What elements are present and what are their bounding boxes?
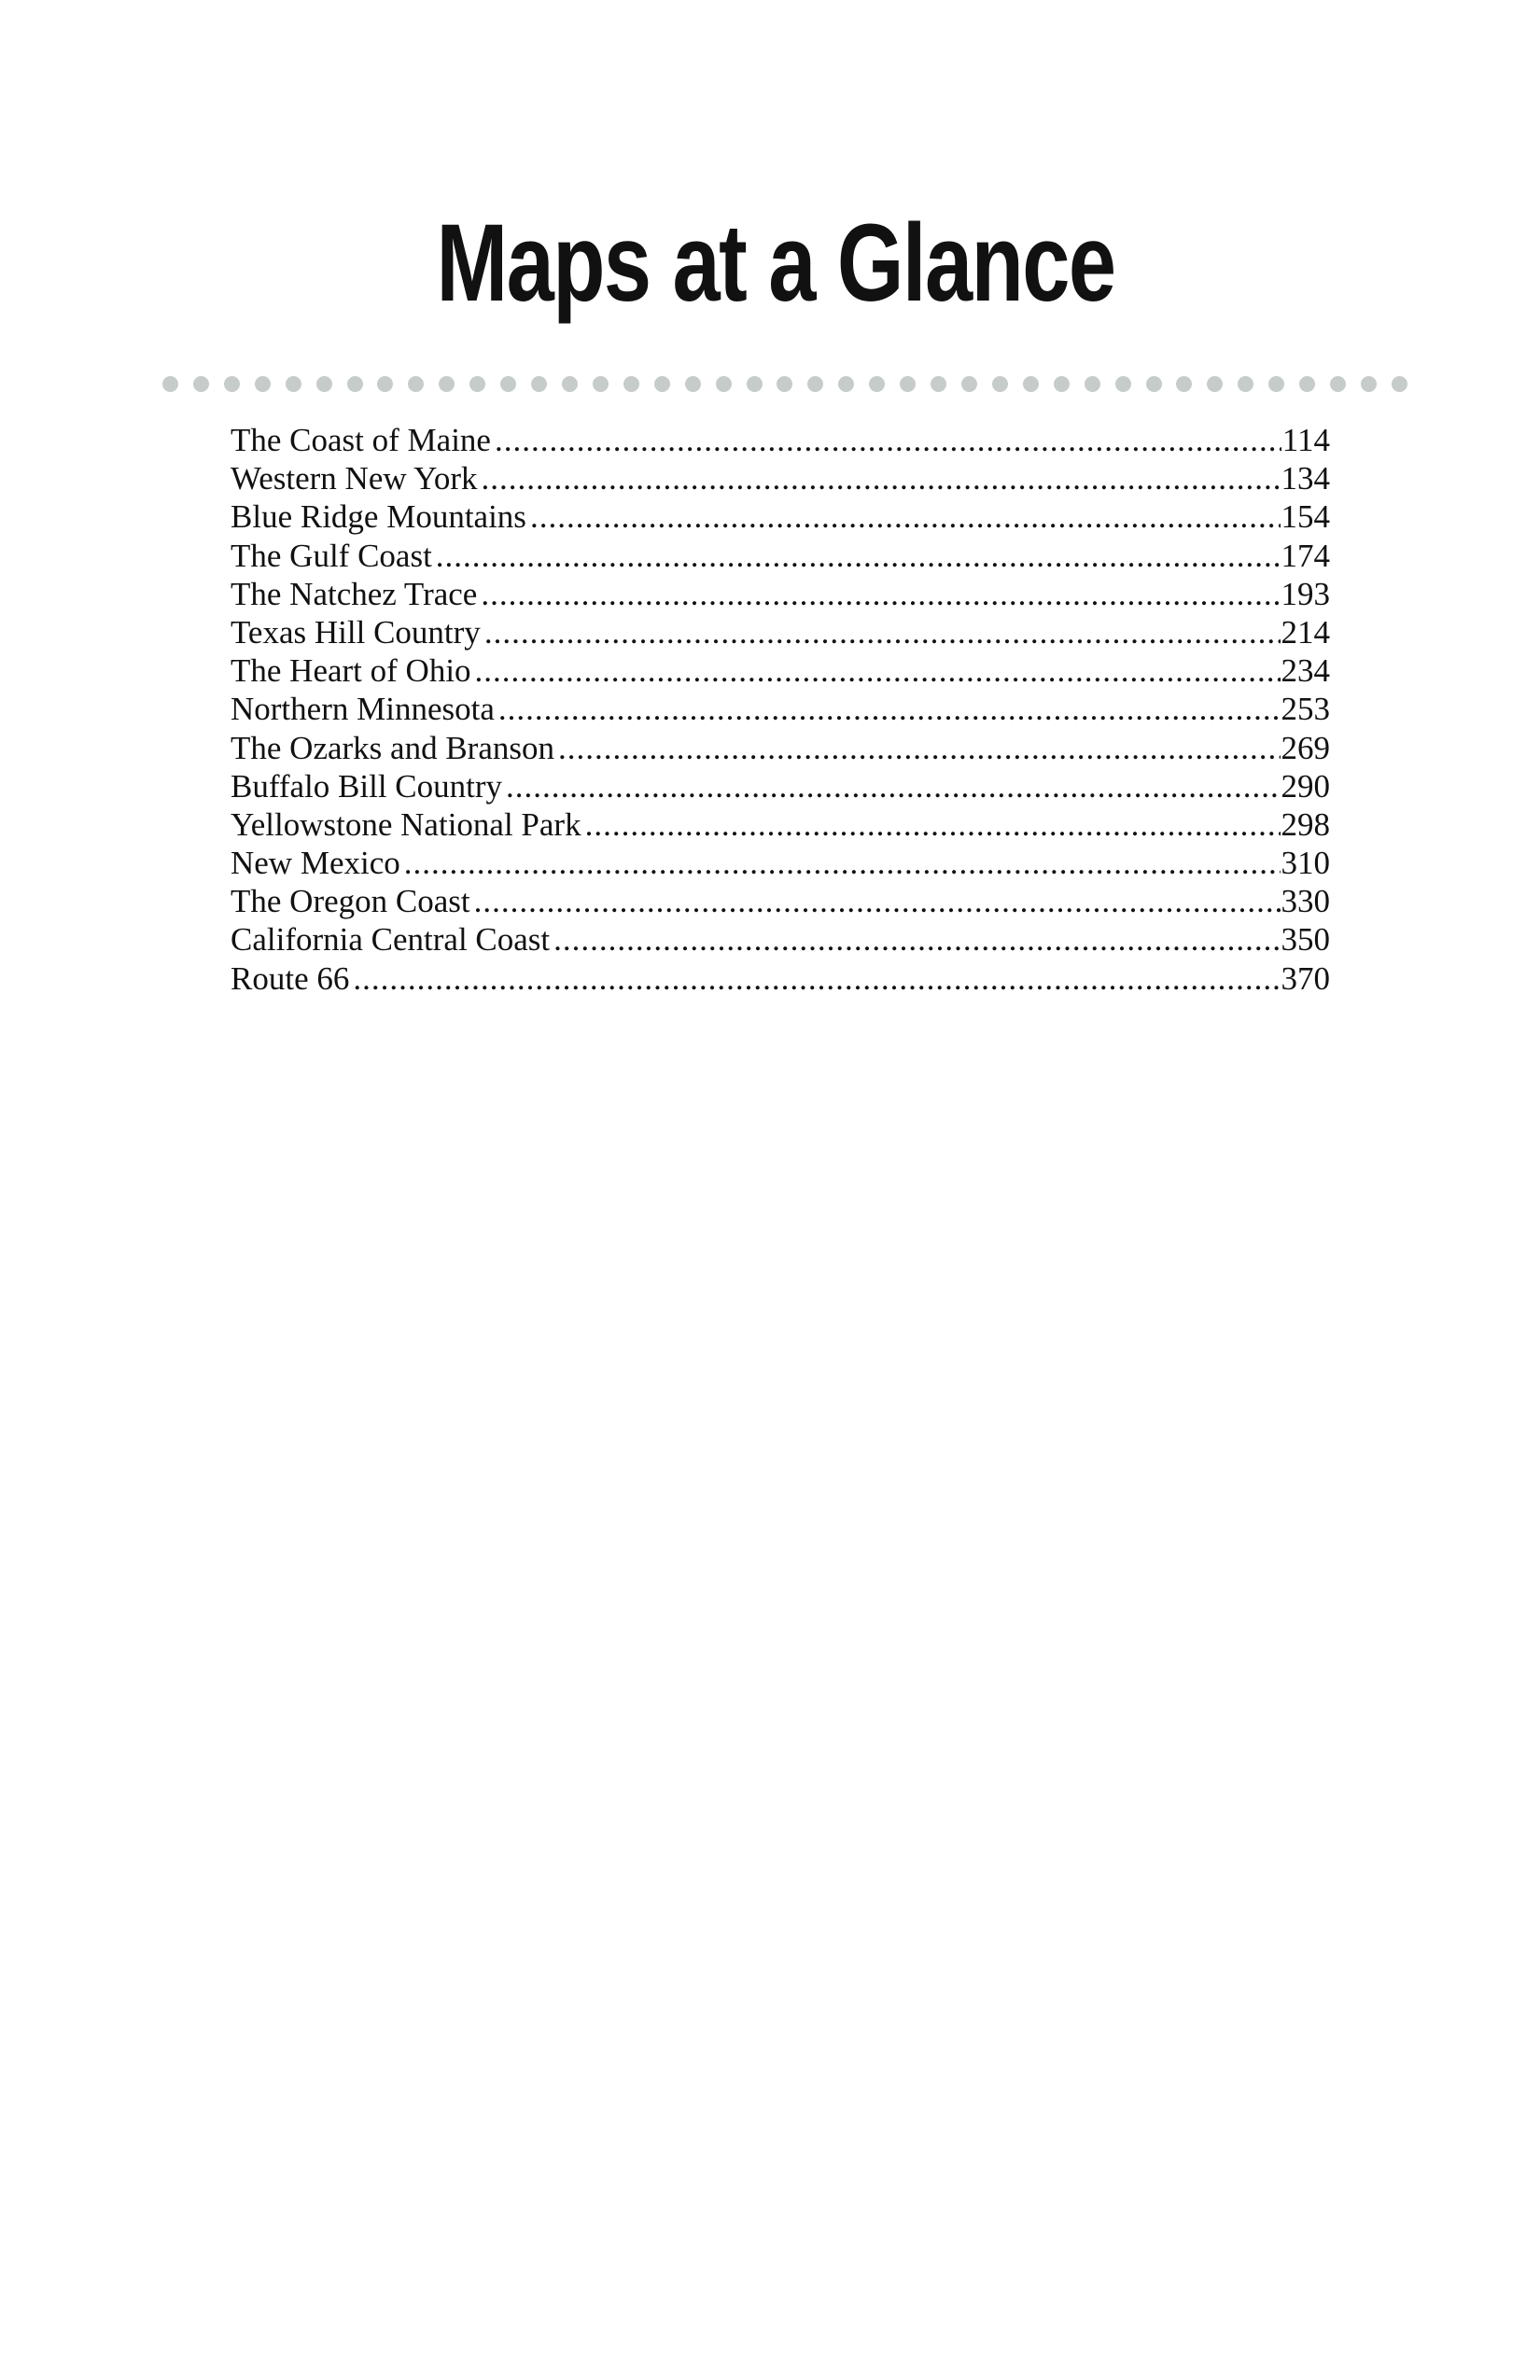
- divider-dot: [531, 376, 547, 392]
- dot-leader: [475, 651, 1281, 690]
- toc-entry: [231, 459, 1330, 497]
- toc-entry-title: The Heart of Ohio: [231, 652, 471, 690]
- toc-entry-page-number: 174: [1281, 537, 1330, 574]
- divider-dot: [593, 376, 609, 392]
- toc-entry-page-number: 330: [1281, 883, 1330, 920]
- dot-leader: [553, 920, 1280, 959]
- toc-entry-title: The Ozarks and Branson: [231, 729, 554, 766]
- dot-leader: [481, 575, 1280, 613]
- dot-leader: [404, 844, 1281, 882]
- toc-entry-title: The Coast of Maine: [231, 422, 491, 458]
- dot-leader: [506, 767, 1280, 805]
- divider-dot: [255, 376, 271, 392]
- dot-leader: [353, 959, 1280, 998]
- dot-leader: [530, 497, 1281, 536]
- divider-dot: [469, 376, 485, 392]
- toc-entry: [231, 882, 1330, 920]
- toc-entry: [231, 421, 1330, 459]
- toc-entry-page-number: 253: [1281, 691, 1330, 728]
- toc-entry: [231, 920, 1330, 959]
- toc-entry-title: Northern Minnesota: [231, 691, 495, 728]
- table-of-contents: [231, 421, 1330, 998]
- toc-entry-page-number: 114: [1281, 422, 1330, 458]
- divider-dot: [1330, 376, 1346, 392]
- page-title: Maps at a Glance: [436, 202, 1115, 325]
- divider-dot: [377, 376, 393, 392]
- divider-dot: [1176, 376, 1192, 392]
- toc-entry: [231, 729, 1330, 767]
- divider-dot: [1115, 376, 1131, 392]
- toc-entry-page-number: 154: [1281, 498, 1330, 536]
- divider-dot: [1238, 376, 1253, 392]
- divider-dot: [654, 376, 670, 392]
- dot-leader: [585, 805, 1281, 844]
- toc-entry: [231, 844, 1330, 882]
- toc-entry: [231, 537, 1330, 575]
- toc-entry-page-number: 350: [1281, 921, 1330, 959]
- divider-dot: [807, 376, 823, 392]
- divider-dot: [286, 376, 301, 392]
- dot-leader: [474, 882, 1281, 920]
- dot-leader: [436, 537, 1281, 575]
- toc-entry-page-number: 310: [1281, 845, 1330, 882]
- toc-entry: [231, 805, 1330, 844]
- dotted-divider: [162, 375, 1407, 392]
- dot-leader: [558, 729, 1281, 767]
- toc-entry-title: Blue Ridge Mountains: [231, 498, 526, 536]
- divider-dot: [1392, 376, 1407, 392]
- toc-entry-title: The Gulf Coast: [231, 537, 432, 574]
- dot-leader: [495, 421, 1281, 459]
- toc-entry: [231, 690, 1330, 728]
- toc-entry-title: New Mexico: [231, 845, 400, 882]
- divider-dot: [316, 376, 332, 392]
- divider-dot: [224, 376, 240, 392]
- toc-entry-page-number: 269: [1281, 729, 1330, 766]
- divider-dot: [347, 376, 363, 392]
- divider-dot: [1146, 376, 1162, 392]
- toc-entry-page-number: 134: [1281, 460, 1330, 497]
- divider-dot: [777, 376, 792, 392]
- divider-dot: [869, 376, 885, 392]
- divider-dot: [1054, 376, 1070, 392]
- divider-dot: [747, 376, 763, 392]
- toc-entry: [231, 497, 1330, 536]
- toc-entry-title: California Central Coast: [231, 921, 551, 959]
- divider-dot: [193, 376, 209, 392]
- divider-dot: [1207, 376, 1223, 392]
- divider-dot: [931, 376, 946, 392]
- divider-dot: [162, 376, 178, 392]
- toc-entry: [231, 959, 1330, 998]
- toc-entry-title: The Natchez Trace: [231, 575, 478, 612]
- toc-entry-page-number: 290: [1281, 767, 1330, 805]
- divider-dot: [992, 376, 1008, 392]
- divider-dot: [623, 376, 639, 392]
- divider-dot: [900, 376, 916, 392]
- toc-entry-page-number: 370: [1281, 959, 1330, 997]
- toc-entry: [231, 613, 1330, 651]
- toc-entry-page-number: 234: [1281, 652, 1330, 690]
- divider-dot: [685, 376, 701, 392]
- toc-entry-title: Western New York: [231, 460, 478, 497]
- divider-dot: [1023, 376, 1039, 392]
- divider-dot: [1085, 376, 1100, 392]
- divider-dot: [408, 376, 424, 392]
- divider-dot: [439, 376, 455, 392]
- divider-dot: [838, 376, 854, 392]
- toc-entry: [231, 651, 1330, 690]
- toc-entry-title: Buffalo Bill Country: [231, 767, 503, 805]
- dot-leader: [498, 690, 1281, 728]
- toc-entry: [231, 767, 1330, 805]
- toc-entry-title: The Oregon Coast: [231, 883, 470, 920]
- toc-entry-title: Texas Hill Country: [231, 613, 481, 651]
- divider-dot: [961, 376, 977, 392]
- toc-entry-title: Route 66: [231, 959, 350, 997]
- divider-dot: [562, 376, 578, 392]
- divider-dot: [1361, 376, 1377, 392]
- toc-entry: [231, 575, 1330, 613]
- toc-entry-page-number: 298: [1281, 805, 1330, 843]
- dot-leader: [482, 459, 1281, 497]
- divider-dot: [1268, 376, 1284, 392]
- dot-leader: [484, 613, 1281, 651]
- toc-entry-title: Yellowstone National Park: [231, 805, 581, 843]
- divider-dot: [1299, 376, 1315, 392]
- divider-dot: [716, 376, 732, 392]
- divider-dot: [500, 376, 516, 392]
- toc-entry-page-number: 193: [1281, 575, 1330, 612]
- toc-entry-page-number: 214: [1281, 613, 1330, 651]
